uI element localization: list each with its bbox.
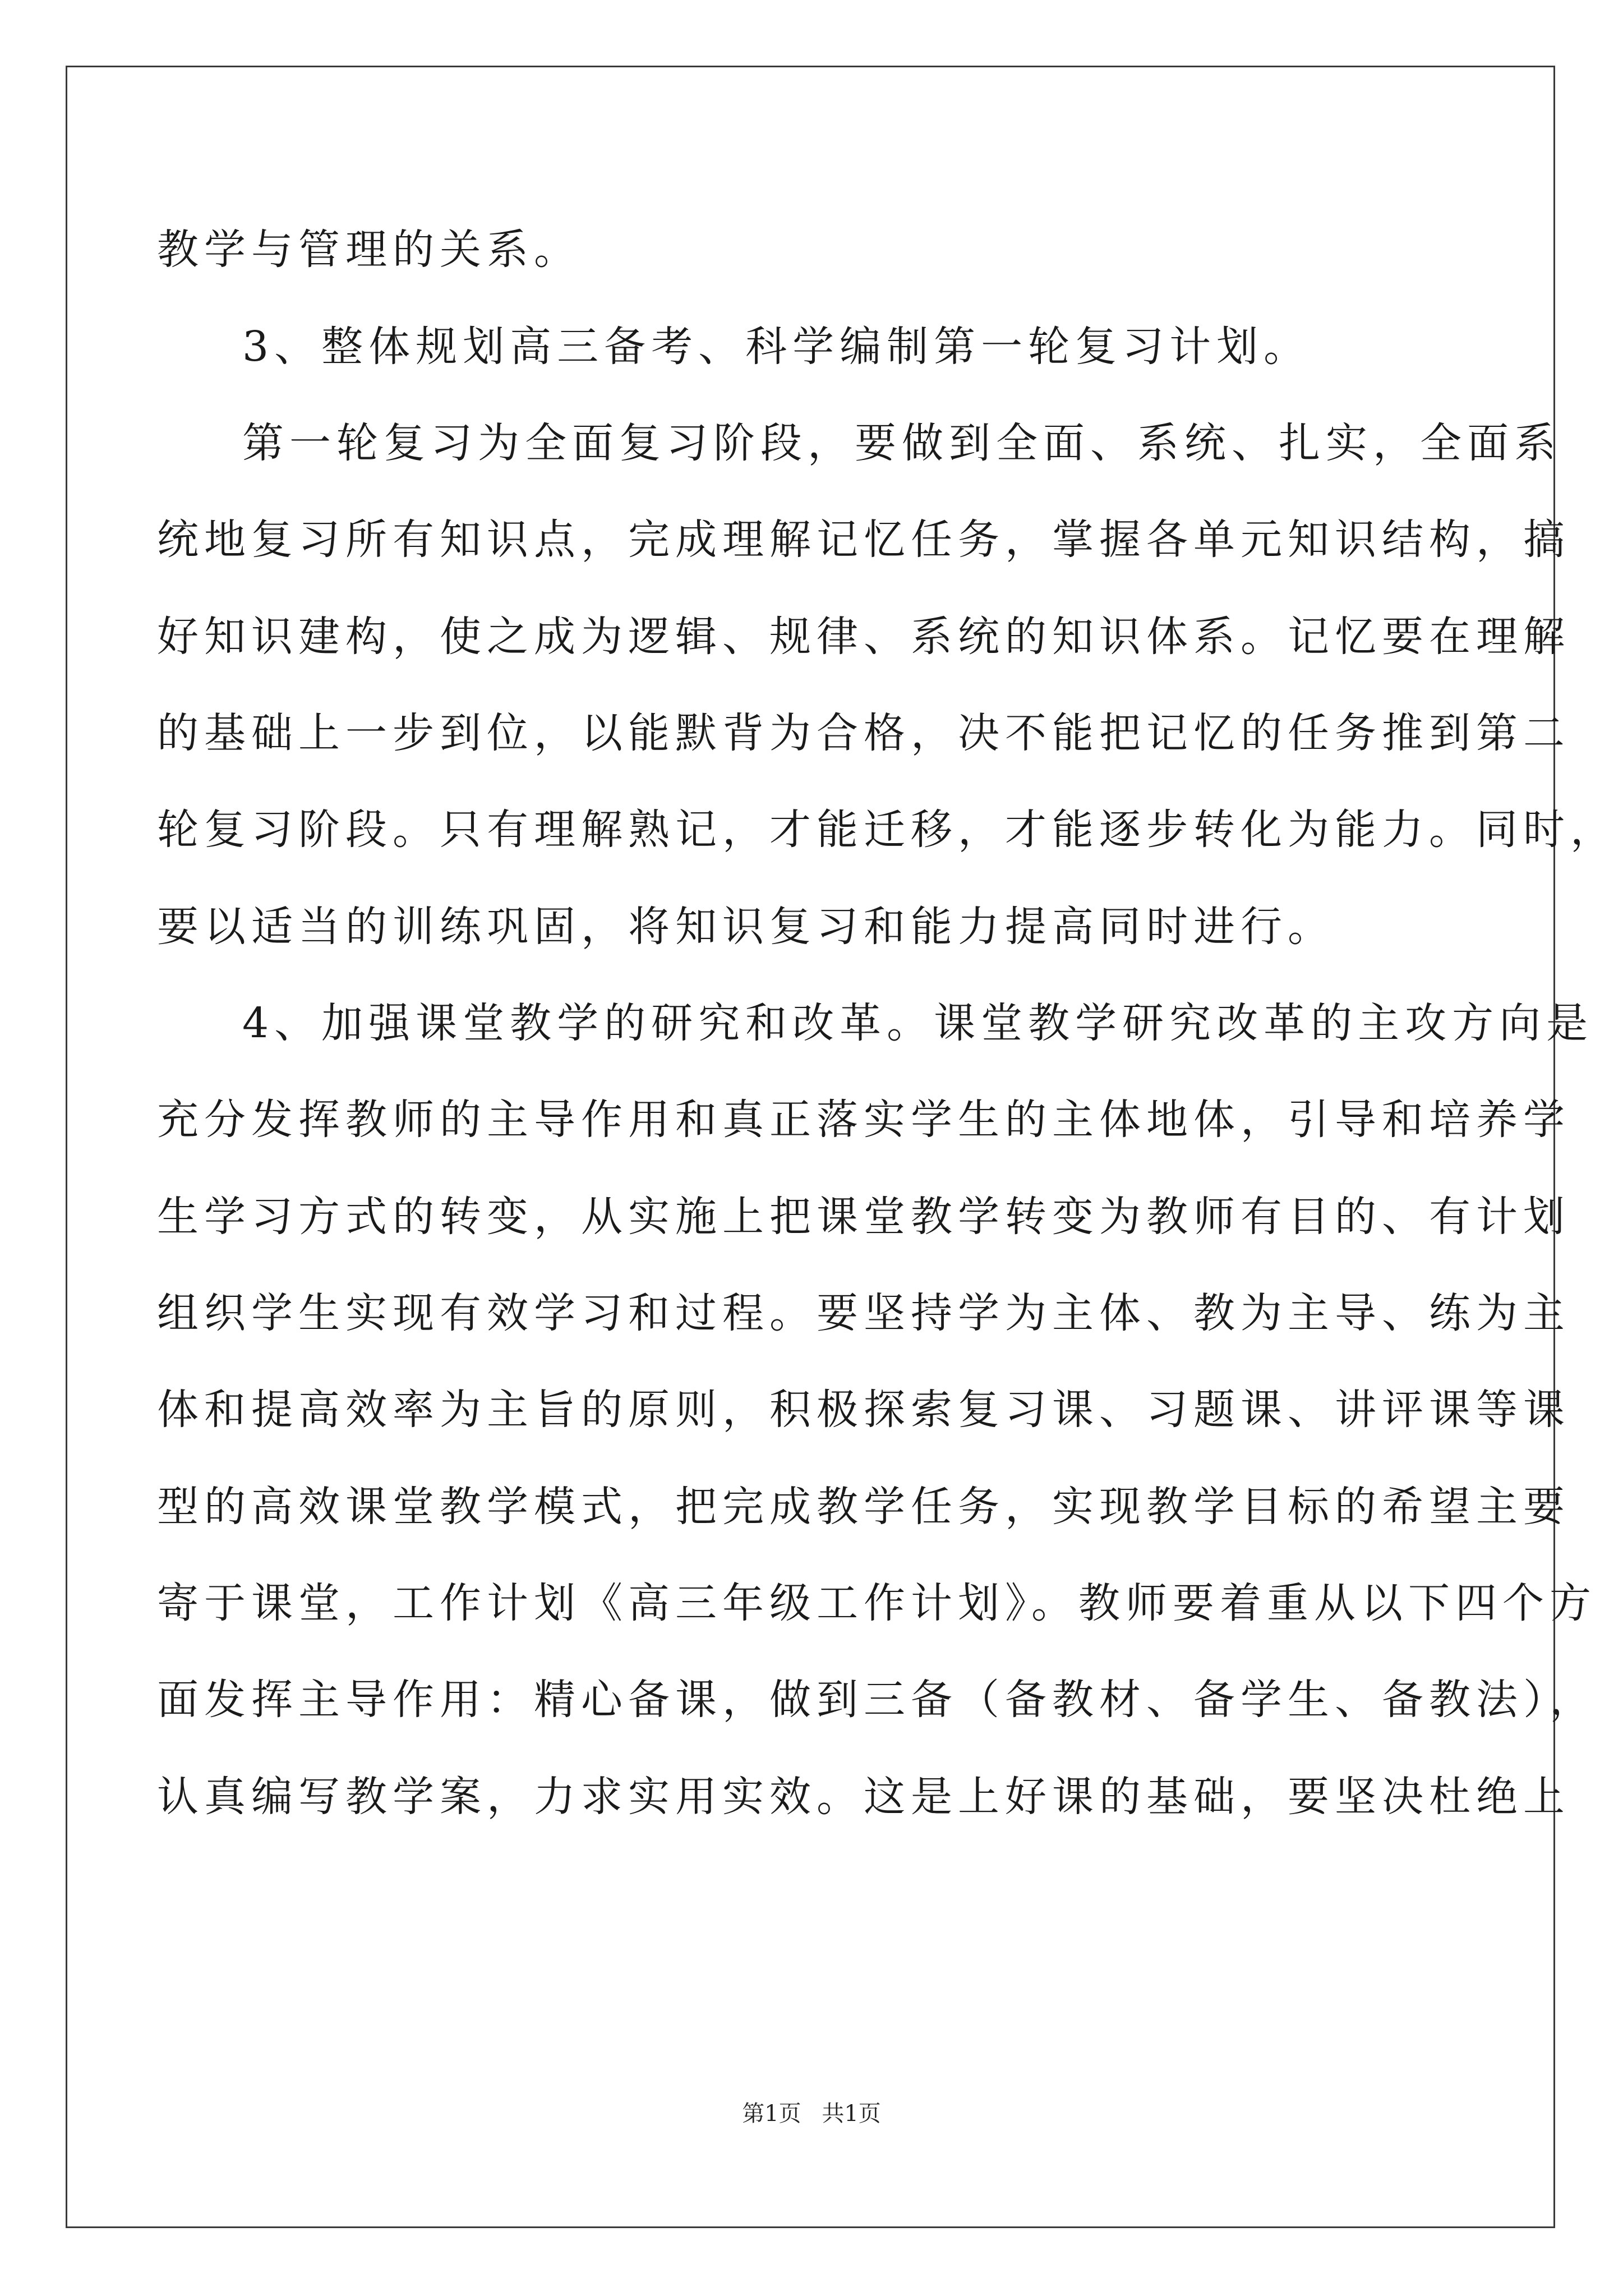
text-line: 轮复习阶段。只有理解熟记，才能迁移，才能逐步转化为能力。同时， [157, 806, 1617, 854]
section-heading: 3、整体规划高三备考、科学编制第一轮复习计划。 [242, 323, 1311, 371]
text-line: 充分发挥教师的主导作用和真正落实学生的主体地体，引导和培养学 [157, 1096, 1570, 1144]
text-line: 统地复习所有知识点，完成理解记忆任务，掌握各单元知识结构，搞 [157, 516, 1570, 564]
text-line: 生学习方式的转变，从实施上把课堂教学转变为教师有目的、有计划 [157, 1193, 1570, 1241]
page-number-total: 共1页 [822, 2101, 881, 2127]
text-line: 好知识建构，使之成为逻辑、规律、系统的知识体系。记忆要在理解 [157, 613, 1570, 661]
page-number-current: 第1页 [742, 2101, 801, 2127]
text-line: 第一轮复习为全面复习阶段，要做到全面、系统、扎实，全面系 [242, 419, 1561, 467]
text-line: 的基础上一步到位，以能默背为合格，决不能把记忆的任务推到第二 [157, 709, 1570, 757]
text-line: 要以适当的训练巩固，将知识复习和能力提高同时进行。 [157, 903, 1335, 951]
page-footer [0, 2097, 1623, 2131]
text-line: 组织学生实现有效学习和过程。要坚持学为主体、教为主导、练为主 [157, 1289, 1570, 1337]
text-line: 面发挥主导作用：精心备课，做到三备（备教材、备学生、备教法）， [157, 1676, 1597, 1724]
section-heading: 4、加强课堂教学的研究和改革。课堂教学研究改革的主攻方向是 [242, 999, 1594, 1047]
text-line: 教学与管理的关系。 [157, 226, 581, 274]
text-line: 认真编写教学案，力求实用实效。这是上好课的基础，要坚决杜绝上 [157, 1773, 1570, 1821]
text-line: 型的高效课堂教学模式，把完成教学任务，实现教学目标的希望主要 [157, 1483, 1570, 1531]
text-line: 寄于课堂，工作计划《高三年级工作计划》。教师要着重从以下四个方 [157, 1579, 1597, 1627]
text-line: 体和提高效率为主旨的原则，积极探索复习课、习题课、讲评课等课 [157, 1386, 1570, 1434]
